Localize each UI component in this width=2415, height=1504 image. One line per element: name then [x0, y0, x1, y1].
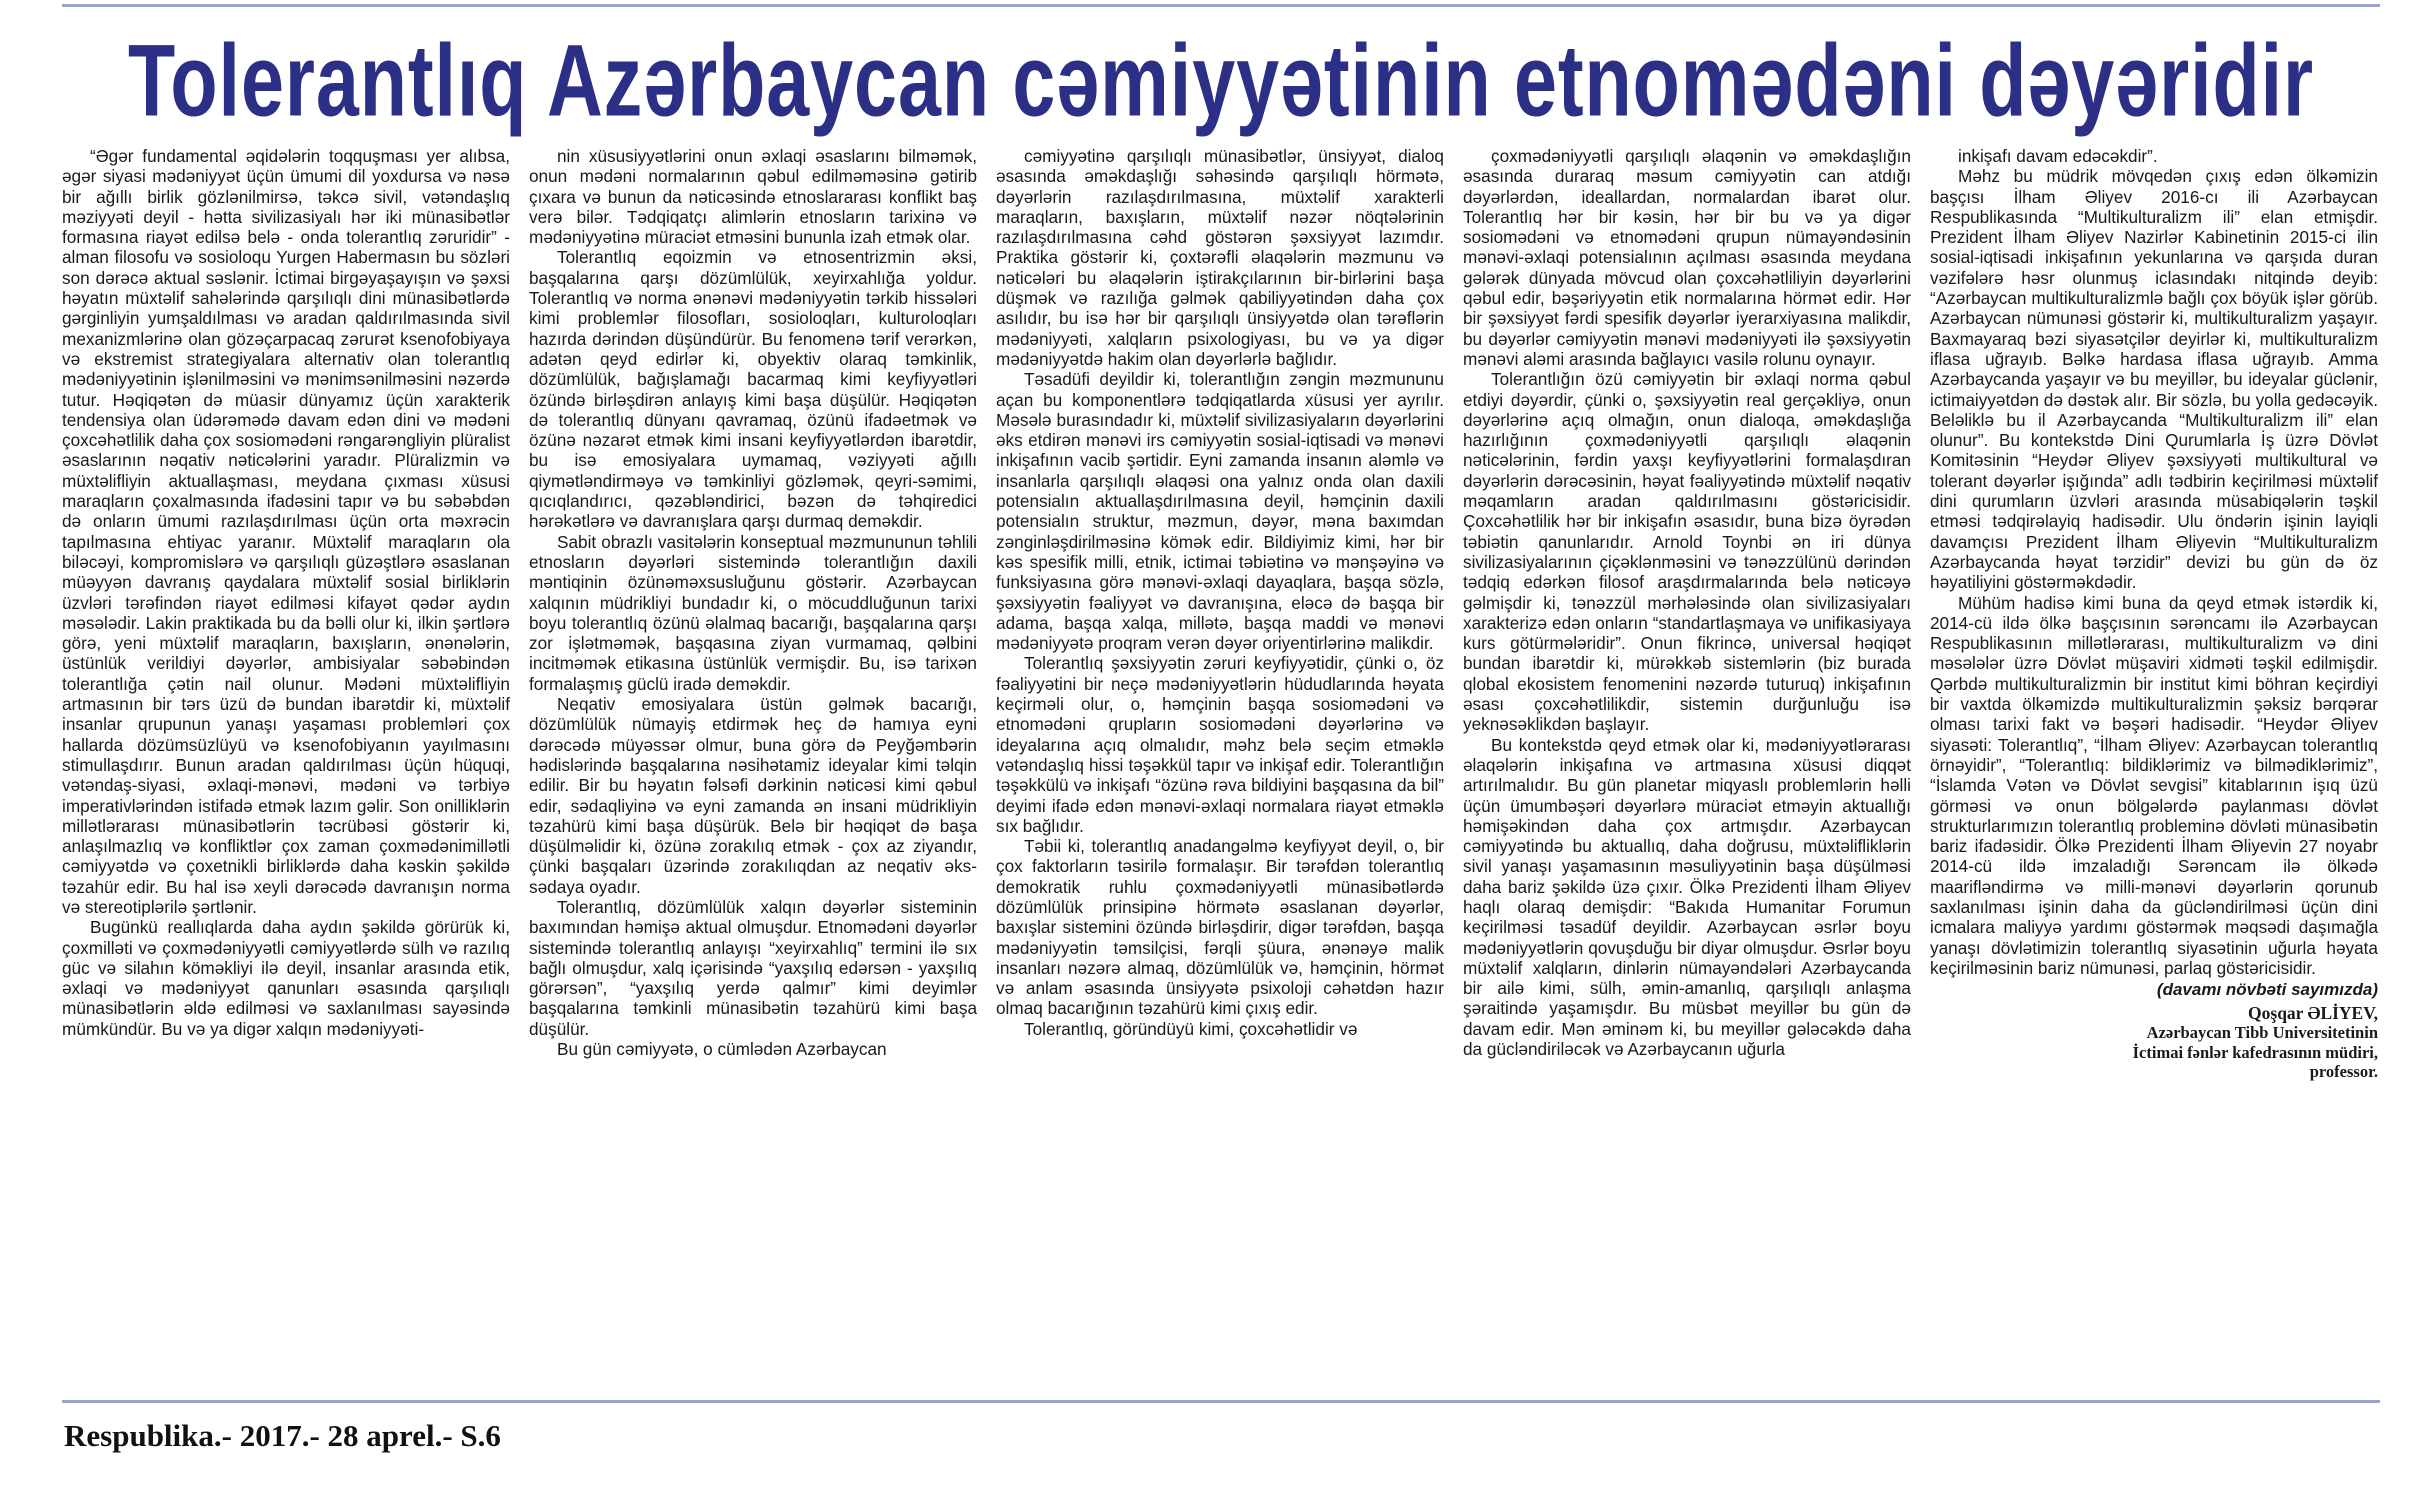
paragraph: Təsadüfi deyildir ki, tolerantlığın zəngin məzmununu açan bu komponentlərə tədqiqatlarda xüsusi yer ayrılır. Məsələ burasındadır ki, müxtəlif sivilizasiyaların dəyərlərini əks etdirən mənəvi irs cəmiyyətin sosial-iqtisadi və mənəvi inkişafının vacib şərtidir. Eyni zamanda insanın aləmlə və insanlarla qarşılıqlı əlaqəsi ona yalnız onda olan daxili potensialın aktuallaşdırılmasına deyil, həmçinin daxili potensialın struktur, məzmun, dəyər, məna baxımdan zənginləşdirilməsinə kömək edir. Bildiyimiz kimi, hər bir kəs spesifik milli, etnik, ictimai təbiətinə və mənşəyinə və funksiyasına görə mənəvi-əxlaqi dayaqlara, başqa sözlə, şəxsiyyətin fəaliyyət və davranışına, eləcə də başqa bir adama, başqa xalqa, millətə, başqa maddi və mənəvi mədəniyyətə proqram verən dəyər oriyentirlərinə malikdir. — [996, 369, 1444, 654]
paragraph: Bu kontekstdə qeyd etmək olar ki, mədəniyyətlərarası əlaqələrin inkişafına və artmasına xüsusi diqqət artırılmalıdır. Bu gün planetar miqyaslı problemlərin həlli üçün ümumbəşəri dəyərlərə müraciət etməyin aktuallığı həmişəkindən daha çox artmışdır. Azərbaycan cəmiyyətində bu aktuallıq, daha doğrusu, müxtəlifliklərin sivil yanaşı yaşamasının məsuliyyətinin başa düşülməsi daha bariz şəkildə üzə çıxır. Ölkə Prezidenti İlham Əliyev haqlı olaraq demişdir: “Bakıda Humanitar Forumun keçirilməsi təsadüf deyildir. Azərbaycan əsrlər boyu mədəniyyətlərin qovuşduğu bir diyar olmuşdur. Əsrlər boyu müxtəlif xalqların, dinlərin nümayəndələri Azərbaycanda bir ailə kimi, sülh, əmin-amanlıq, qarşılıqlı anlaşma şəraitində yaşamışdır. Bu müsbət meyillər bu gün də davam edir. Mən əminəm ki, bu meyillər gələcəkdə daha da gücləndiriləcək və Azərbaycanın uğurla — [1463, 734, 1911, 1060]
paragraph: nin xüsusiyyətlərini onun əxlaqi əsaslarını bilməmək, onun mədəni normalarının qəbul edilməməsinə gətirib çıxara və bunun da nəticəsində etnoslararası konflikt baş verə bilər. Tədqiqatçı alimlərin etnosların tarixinə və mədəniyyətinə müraciət etməsini bununla izah etmək olar. — [529, 146, 977, 248]
headline — [62, 7, 2380, 153]
column-1 — [62, 146, 510, 1386]
paragraph: cəmiyyətinə qarşılıqlı münasibətlər, ünsiyyət, dialoq əsasında əməkdaşlığı səhəsində qarşılıqlı hörmətə, dəyərlərin razılaşdırılmasına, müxtəlif xarakterli maraqların, baxışların, müxtəlif nəzər nöqtələrinin razılaşdırılmasına cəhd göstərən şəxsiyyət lazımdır. Praktika göstərir ki, çoxtərəfli əlaqələrin məzmunu və nəticələri bu əlaqələrin iştirakçılarının bir-birlərini başa düşmək və razılığa gəlmək qabiliyyətindən daha çox asılıdır, bu isə hər bir qarşılıqlı ünsiyyətdə olan tərəflərin mədəniyyəti, xalqların psixologiyası, bu və ya digər mədəniyyətdə hakim olan dəyərlərlə bağlıdır. — [996, 146, 1444, 369]
author-department: İctimai fənlər kafedrasının müdiri, — [2132, 1042, 2378, 1062]
paragraph: Mühüm hadisə kimi buna da qeyd etmək istərdik ki, 2014-cü ildə ölkə başçısının sərəncamı ilə Azərbaycan Respublikasının millətlərarası, multikulturalizm və dini məsələlər üzrə Dövlət müşaviri xidməti təşkil edilmişdir. Qərbdə multikulturalizmin bir institut kimi böhran keçirdiyi bir vaxtda ölkəmizdə multikulturalizmin şəksiz bərqərar olması tarixi fakt və bəşəri hadisədir. “Heydər Əliyev siyasəti: Tolerantlıq”, “İlham Əliyev: Azərbaycan tolerantlıq örnəyidir”, “Tolerantlıq: bildiklərimiz və bilmədiklərimiz”, “İslamda Vətən və Dövlət sevgisi” kitablarının işıq üzü görməsi və onun bölgələrdə paylanması dövlət strukturlarımızın tolerantlıq probleminə dövləti münasibətin bariz ifadəsidir. Ölkə Prezidenti İlham Əliyevin 27 noyabr 2014-cü ildə imzaladığı Sərəncam ilə ölkədə maarifləndirmə və milli-mənəvi dəyərlərin qorunub saxlanılması işinin daha da gücləndirilməsi üçün dini icmalara maliyyə yardımı göstərmək məqsədi daşımağla yanaşı dövlətimizin tolerantlıq siyasətinin uğurla həyata keçirilməsinin bariz nümunəsi, parlaq göstəricisidir. — [1930, 592, 2378, 978]
paragraph: Sabit obrazlı vasitələrin konseptual məzmununun təhlili etnosların dəyərləri sistemində tolerantlığın daxili məntiqinin özünəməxsusluğunu göstərir. Azərbaycan xalqının müdrikliyi bundadır ki, o möcuddluğunun tarixi boyu tolerantlıq özünü əlalmaq bacarığı, başqalarına qarşı zor işlətməmək, başqasına ziyan vurmamaq, qəlbini incitməmək etikasına üstünlük vermişdir. Bu, isə tarixən formalaşmış güclü iradə deməkdir. — [529, 531, 977, 694]
author-name: Qoşqar ƏLİYEV, — [2248, 1002, 2378, 1023]
bottom-rule — [62, 1400, 2380, 1403]
author-affiliation: Azərbaycan Tibb Universitetinin — [2146, 1023, 2378, 1043]
continued-note: (davamı növbəti sayımızda) — [2156, 980, 2378, 1000]
paragraph: Neqativ emosiyalara üstün gəlmək bacarığı, dözümlülük nümayiş etdirmək heç də hamıya eyni dərəcədə müyəssər olmur, buna görə də Peyğəmbərin hədislərində başqalarına nəsihətamiz ideyalar kimi təlqin edilir. Bir bu həyatın fəlsəfi dərkinin nəticəsi kimi qəbul edir, sədaqliyinə və eyni zamanda ən insani müdrikliyin təzahürü kimi başa düşürük. Belə bir həqiqət də başa düşülməlidir ki, özünə zorakılıq etmək - çox az ziyandır, çünki başqaları üzərində zorakılıqdan az neqativ əks-sədaya oyadır. — [529, 694, 977, 897]
paragraph: inkişafı davam edəcəkdir”. — [1958, 146, 2158, 166]
paragraph: “Əgər fundamental əqidələrin toqquşması yer alıbsa, əgər siyasi mədəniyyət üçün ümumi dil yoxdursa və nəsə bir ağıllı birlik gözlənilmirsə, təkcə sivil, vətəndaşlıq məziyyəti deyil - hətta sivilizasiyalı hər iki münasibətlər formasına riayət edilsə belə - onda tolerantlıq zəruridir” - alman filosofu və sosioloqu Yurgen Habermasın bu sözləri son dərəcə aktual səslənir. İctimai birgəyaşayışın və şəxsi həyatın müxtəlif sahələrində qarşılıqlı dini münasibətlərdə gərginliyin yumşaldılması və aradan qaldırılmasında sivil mexanizmlərinə olan gözəçarpacaq zərurət ksenofobiyaya və ekstremist strategiyalara alternativ olan tolerantlıq mədəniyyətinin işlənilməsini və mənimsənilməsini nəzərdə tutur. Həqiqətən də müasir dünyamız üçün xarakterik tendensiya olan üdərəmədə davam edən dini və mədəni çoxcəhətlilik daha çox sosiomədəni rəngarəngliyin plüralist əsaslarının nəqativ nəticələrini yaradır. Plüralizmin və müxtəlifliyin aktuallaşması, meydana çıxması xüsusi maraqların çoxalmasında ifadəsini tapır və bu səbəbdən də onların ümumi razılaşdırılması üçün orta məxrəcin tapılmasına ehtiyac yaranır. Müxtəlif maraqların ola biləcəyi, kompromislərə və qarşılıqlı güzəştlərə əsaslanan müəyyən davranış qaydalara müxtəlif sosial birliklərin üzvləri tərəfindən riayət edilməsi kifayət qədər aydın məsələdir. Lakin praktikada bu da bəlli olur ki, ilkin şərtlərə görə, yeni müxtəlif maraqların, baxışların, ənənələrin, üstünlük verildiyi dəyərlər, ambisiyalar səbəbindən tolerantlığa çətin nail olunur. Mədəni müxtəlifliyin artmasının bir tərs üzü də bundan ibarətdir ki, müxtəlif insanlar qrupunun yanaşı yaşaması problemləri çox hallarda dözümsüzlüyü və ksenofobiyanın yayılmasını stimullaşdırır. Bunun aradan qaldırılması üçün hüquqi, vətəndaş-siyasi, əxlaqi-mənəvi, mədəni və tərbiyə imperativlərindən istifadə etmək lazım gəlir. Son onilliklərin millətlərarası münasibətlərin təcrübəsi göstərir ki, anlaşılmazlıq və konfliktlər çox zaman çoxmədənimillətli cəmiyyətdə və çoxetnikli birliklərdə daha kəskin şəkildə təzahür edir. Bu hal isə xeyli dərəcədə davranışın norma və stereotiplərilə şərtlənir. — [62, 146, 510, 917]
column-2 — [529, 146, 977, 1386]
source-citation: Respublika.- 2017.- 28 aprel.- S.6 — [64, 1418, 501, 1453]
paragraph: Tolerantlığın özü cəmiyyətin bir əxlaqi norma qəbul etdiyi dəyərdir, çünki o, şəxsiyyətin real gerçəkliyə, onun dəyərlərinə açıq olmağın, onun dialoqa, əməkdaşlığa hazırlığının çoxmədəniyyətli qarşılıqlı əlaqənin nəticələrinin, fərdin yaxşı keyfiyyətlərini formalaşdıran dəyərlərin dərəcəsinin, həyat fəaliyyətində müxtəlif nəqativ məqamların aradan qaldırılmasını göstəricisidir. Çoxcəhətlilik hər bir inkişafın əsasıdır, buna bizə öyrədən təbiətin qanunlarıdır. Arnold Toynbi ən iri dünya sivilizasiyalarının çiçəklənməsini və tənəzzülünü dərindən tədqiq edərkən filosof araşdırmalarında belə nəticəyə gəlmişdir ki, tənəzzül mərhələsində olan sivilizasiyaları xarakterizə edən onların “standartlaşmaya və unifikasiyaya kurs götürmələridir”. Onun fikrincə, universal həqiqət bundan ibarətdir ki, mürəkkəb sistemlərin (biz burada qlobal ekosistem fenomenini nəzərdə tuturuq) inkişafının əsası çoxcəhətlilikdir, sistemin durğunluğu isə yeknəsəklikdən başlayır. — [1463, 369, 1911, 735]
paragraph: çoxmədəniyyətli qarşılıqlı əlaqənin və əməkdaşlığın əsasında duraraq məsum cəmiyyətin can atdığı dəyərlərdən, ideallardan, normalardan ibarət olur. Tolerantlıq hər bir kəsin, hər bir bu və ya digər sosiomədəni və etnomədəni qrupun nümayəndəsinin mənəvi-əxlaqi potensialının açılması əsasında meydana gələrək dünyada mövcud olan çoxcəhətliliyin dəyərlərini qəbul edir, bəşəriyyətin etik normalarına hörmət edir. Hər bir şəxsiyyət fərdi spesifik dəyərlər iyerarxiyasına malikdir, bu dəyərlər cəmiyyətin mənəvi mədəniyyəti ilə şəxsiyyətin mənəvi aləmi arasında bağlayıcı vasilə rolunu oynayır. — [1463, 146, 1911, 369]
paragraph: Bugünkü reallıqlarda daha aydın şəkildə görürük ki, çoxmilləti və çoxmədəniyyətli cəmiyyətlərdə sülh və razılıq güc və silahın köməkliyi ilə deyil, insanlar arasında etik, əxlaqi və mədəniyyət qanunları əsasında qarşılıqlı münasibətlərin əldə edilməsi və saxlanılması sayəsində mümkündür. Bu və ya digər xalqın mədəniyyəti- — [62, 917, 510, 1039]
paragraph: Bu gün cəmiyyətə, o cümlədən Azərbaycan — [557, 1039, 887, 1060]
signature-block — [1930, 980, 2378, 1082]
headline-text: Tolerantlıq Azərbaycan cəmiyyətinin etnomədəni dəyəridir — [128, 22, 2314, 137]
column-4 — [1463, 146, 1911, 1386]
paragraph: Tolerantlıq eqoizmin və etnosentrizmin əksi, başqalarına qarşı dözümlülük, xeyirxahlığa yoldur. Tolerantlıq və norma ənənəvi mədəniyyətin tərkib hissələri kimi problemlər filosofları, sosioloqları, kulturoloqları hazırda dərindən düşündürür. Bu fenomenə tərif verərkən, adətən qeyd edirlər ki, obyektiv olaraq təmkinlik, dözümlülük, bağışlamağı bacarmaq kimi keyfiyyətləri özündə birləşdirən anlayış kimi başa düşülür. Həqiqətən də tolerantlıq dünyanı qavramaq, özünü ifadəetmək və özünə nəzarət etmək kimi insani keyfiyyətlərdən ibarətdir, bu isə emosiyalara uymamaq, vəziyyəti ağıllı qiymətləndirməyə və təmkinliyi gözləmək, qeyri-səmimi, qıcıqlandırıcı, qəzəbləndirici, bəzən də təhqiredici hərəkətlərə və davranışlara qarşı durmaq deməkdir. — [529, 247, 977, 532]
column-3 — [996, 146, 1444, 1386]
author-title: professor. — [2309, 1062, 2378, 1082]
paragraph: Tolerantlıq, göründüyü kimi, çoxcəhətlidir və — [1024, 1018, 1358, 1039]
paragraph: Məhz bu müdrik mövqedən çıxış edən ölkəmizin başçısı İlham Əliyev 2016-cı ili Azərbaycan Respublikasında “Multikulturalizm ili” elan etmişdir. Prezident İlham Əliyev Nazirlər Kabinetinin 2015-ci ilin sosial-iqtisadi inkişafının yekunlarına və qarşıda duran vəzifələrə həsr olunmuş iclasındakı nitqində deyib: “Azərbaycan multikulturalizmlə bağlı çox böyük işlər görüb. Azərbaycan nümunəsi göstərir ki, multikulturalizm yaşayır. Baxmayaraq bəzi siyasətçilər deyirlər ki, multikulturalizm iflasa uğrayıb. Bəlkə hardasa iflasa uğrayıb. Amma Azərbaycanda yaşayır və bu meyillər, bu ideyalar güclənir, ictimaiyyətdən də dəstək alır. Bir sözlə, bu yolla gedəcəyik. Beləliklə bu il Azərbaycanda “Multikulturalizm ili” elan olunur”. Bu kontekstdə Dini Qurumlarla İş üzrə Dövlət Komitəsinin “Heydər Əliyev şəxsiyyəti multikultural və tolerant dəyərlər işığında” adlı tədbirin keçirilməsi müxtəlif dini qurumların üzvləri arasında müsabiqələrin təşkil etməsi tədqirəlayiq hadisədir. Ulu öndərin işinin layiqli davamçısı Prezident İlham Əliyevin “Multikulturalizm Azərbaycanda həyat tərzidir” devizi bu gün də öz həyatiliyini göstərməkdədir. — [1930, 166, 2378, 593]
paragraph: Tolerantlıq, dözümlülük xalqın dəyərlər sisteminin baxımından həmişə aktual olmuşdur. Etnomədəni dəyərlər sistemində tolerantlıq anlayışı “xeyirxahlıq” termini ilə sıx bağlı olmuşdur, xalq içərisində “yaxşılıq edərsən - yaxşılıq görərsən”, “yaxşılıq yerdə qalmır” kimi deyimlər başqalarına təmkinli münasibətin təzahürü kimi başa düşülür. — [529, 896, 977, 1039]
paragraph: Təbii ki, tolerantlıq anadangəlmə keyfiyyət deyil, o, bir çox faktorların təsirilə formalaşır. Bir tərəfdən tolerantlıq demokratik ruhlu çoxmədəniyyətli münasibətlərdə dözümlülük prinsipinə hörmətə əsaslanan dəyərlər, baxışlar sistemini özündə birləşdirir, digər tərəfdən, başqa mədəniyyətin təmsilçisi, fərqli şüura, ənənəyə malik insanları nəzərə almaq, dözümlülük və, həmçinin, hörmət və anlam əsasında ünsiyyətə psixoloji cəhətdən hazır olmaq bacarığının təzahürü kimi çıxış edir. — [996, 836, 1444, 1019]
paragraph: Tolerantlıq şəxsiyyətin zəruri keyfiyyətidir, çünki o, öz fəaliyyətini bir neçə mədəniyyətlərin hüdudlarında həyata keçirməli olur, o, həmçinin başqa sosiomədəni və etnomədəni qrupların sosiomədəni dəyərlərinə və ideyalarına açıq olmalıdır, məhz belə seçim etməklə vətəndaşlıq hissi təşəkkül tapır və inkişaf edir. Tolerantlığın təşəkkülü və inkişafı “özünə rəva bildiyini başqasına da bil” deyimi ifadə edən mənəvi-əxlaqi normalara riayət etməklə sıx bağlıdır. — [996, 653, 1444, 836]
column-5 — [1930, 146, 2378, 1386]
